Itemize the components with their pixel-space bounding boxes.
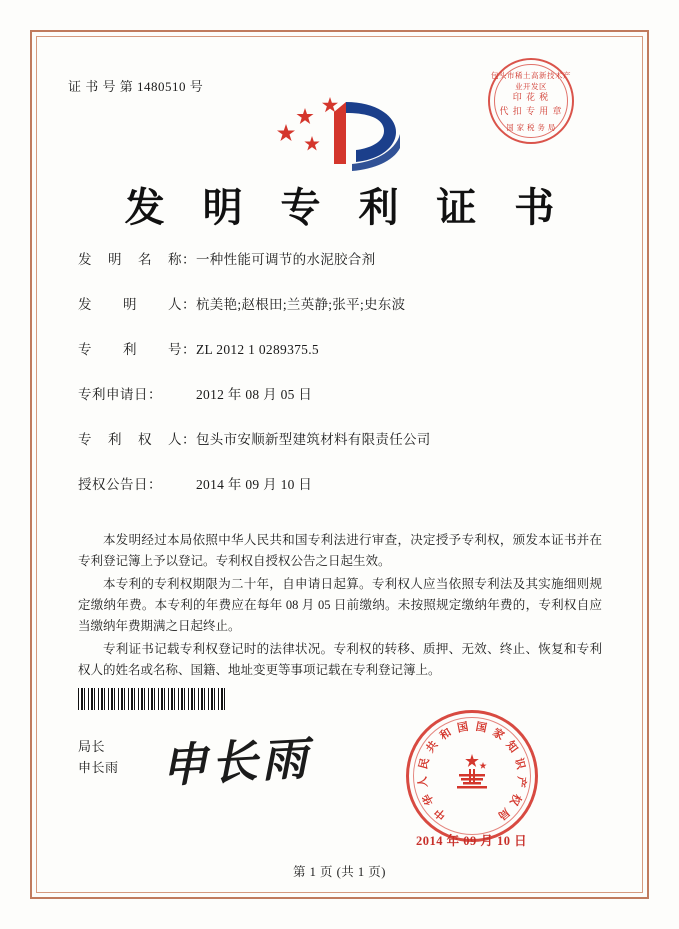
field-value-invention-name: 一种性能可调节的水泥胶合剂 [196, 252, 376, 267]
page-title: 发 明 专 利 证 书 [124, 184, 567, 231]
label-char: 利 [123, 342, 137, 357]
field-patent-number [78, 338, 608, 358]
director-name: 申长雨 [78, 760, 119, 775]
director-signature: 申长雨 [159, 731, 313, 793]
field-label-invention-name [78, 248, 196, 268]
field-label-grant-date: 授权公告日： [78, 477, 162, 492]
seal-arc-char: 产 [514, 775, 528, 789]
page-footer: 第 1 页 (共 1 页) [293, 865, 386, 879]
national-emblem-icon [447, 750, 497, 800]
seal-date: 2014 年 09 月 10 日 [416, 834, 528, 848]
field-application-date [78, 383, 608, 403]
field-label-patentee [78, 428, 196, 448]
body-paragraph-3: 专利证书记载专利权登记时的法律状况。专利权的转移、质押、无效、终止、恢复和专利权人的姓名或名称、国籍、地址变更等事项记载在专利登记簿上。 [78, 642, 602, 677]
field-value-patentee: 包头市安顺新型建筑材料有限责任公司 [196, 432, 431, 447]
field-value-inventors: 杭美艳;赵根田;兰英静;张平;史东波 [196, 297, 406, 312]
tax-stamp-line1: 印 花 税 [512, 92, 550, 102]
label-char: 名 [138, 252, 152, 267]
label-char: 权 [138, 432, 152, 447]
body-paragraph-1: 本发明经过本局依照中华人民共和国专利法进行审查，决定授予专利权，颁发本证书并在专利登记簿上予以登记。专利权自授权公告之日起生效。 [78, 533, 602, 568]
fields-list [78, 248, 608, 518]
seal-arc-char: 人 [416, 775, 430, 789]
seal-arc-char: 民 [417, 756, 432, 771]
body-paragraph-2: 本专利的专利权期限为二十年，自申请日起算。专利权人应当依照专利法及其实施细则规定缴纳年费。本专利的年费应在每年 08 月 05 日前缴纳。未按照规定缴纳年费的，专利权自应当缴纳年费期满之日起终止。 [78, 577, 602, 633]
field-label-inventors [78, 293, 196, 313]
field-patentee [78, 428, 608, 448]
field-label-patent-number [78, 338, 196, 358]
label-char: 号： [168, 342, 196, 357]
field-grant-date [78, 473, 608, 493]
label-char: 发 [78, 252, 92, 267]
field-value-patent-number: ZL 2012 1 0289375.5 [196, 342, 319, 357]
seal-arc-char: 家 [490, 726, 507, 743]
tax-stamp [488, 58, 574, 144]
seal-arc-char: 国 [474, 720, 488, 735]
field-inventors [78, 293, 608, 313]
seal-arc-char: 知 [503, 739, 520, 756]
seal-arc-char: 中 [432, 805, 449, 822]
seal-arc-char: 权 [507, 791, 523, 808]
seal-arc-char: 识 [512, 756, 527, 771]
director-label: 局长 [78, 739, 106, 754]
official-seal [406, 710, 538, 842]
director-block [78, 736, 119, 778]
label-char: 明 [123, 297, 137, 312]
tax-stamp-arc-bottom: 国 家 税 务 局 [506, 123, 556, 132]
label-char: 利 [108, 432, 122, 447]
label-char: 人： [168, 297, 196, 312]
field-value-grant-date: 2014 年 09 月 10 日 [196, 477, 313, 492]
field-invention-name [78, 248, 608, 268]
tax-stamp-line2: 代 扣 专 用 章 [499, 106, 563, 116]
label-char: 称： [168, 252, 196, 267]
label-char: 专 [78, 342, 92, 357]
seal-arc-char: 局 [495, 805, 512, 822]
cnipa-logo-icon [272, 84, 402, 172]
label-char: 明 [108, 252, 122, 267]
field-label-application-date: 专利申请日： [78, 387, 162, 402]
certificate-content [36, 36, 643, 893]
legal-body-text [78, 530, 602, 683]
barcode [78, 688, 226, 710]
seal-arc-char: 国 [456, 720, 470, 735]
seal-arc-char: 共 [424, 739, 441, 756]
label-char: 专 [78, 432, 92, 447]
tax-stamp-arc-top: 包头市稀土高新技术产业开发区 [491, 71, 571, 91]
seal-arc-char: 和 [437, 726, 454, 743]
label-char: 发 [78, 297, 92, 312]
label-char: 人： [168, 432, 196, 447]
certificate-number: 证 书 号 第 1480510 号 [68, 79, 204, 94]
field-value-application-date: 2012 年 08 月 05 日 [196, 387, 313, 402]
seal-arc-char: 华 [421, 791, 437, 808]
